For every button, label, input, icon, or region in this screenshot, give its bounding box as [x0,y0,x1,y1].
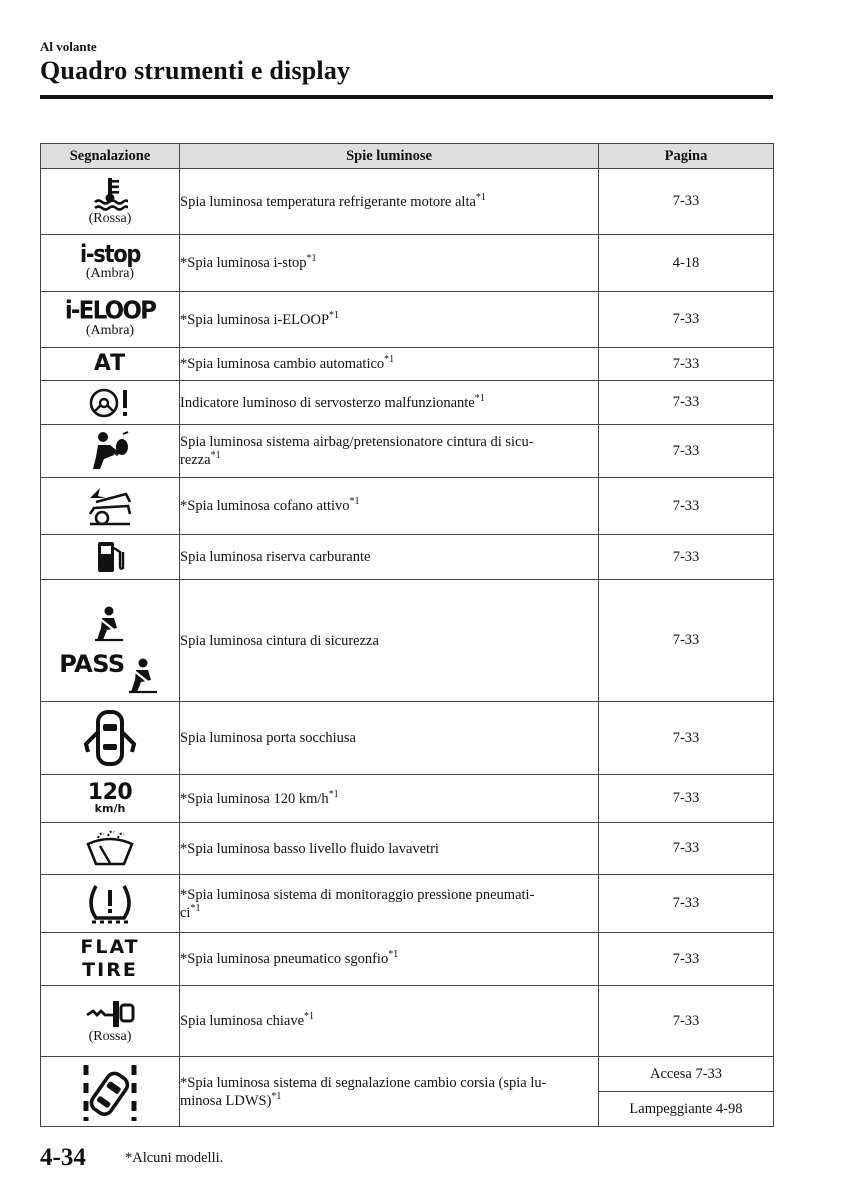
description-cell: *Spia luminosa cambio automatico$^{*1}$ [180,348,599,381]
icon-color-label: (Ambra) [85,266,135,281]
signal-cell [41,702,180,775]
automatic-transmission-icon: AT [93,351,127,376]
page-reference: 7-33 [599,292,774,348]
table-row [41,986,774,1057]
page-reference: 7-33 [599,348,774,381]
signal-cell [41,823,180,875]
flat-tire-icon: FLAT [80,936,140,958]
page-reference-blinking: Lampeggiante 4-98 [599,1092,774,1127]
page-reference: 7-33 [599,169,774,235]
coolant-temperature-icon [41,177,179,211]
warning-lights-table [40,143,774,1127]
table-row [41,235,774,292]
table-row [41,1057,774,1092]
column-header-signal: Segnalazione [41,144,180,169]
page-reference: 7-33 [599,933,774,986]
description-cell: Spia luminosa chiave$^{*1}$ [180,986,599,1057]
description-cell: *Spia luminosa i-stop$^{*1}$ [180,235,599,292]
table-row [41,348,774,381]
page-reference-on: Accesa 7-33 [599,1057,774,1092]
table-row [41,933,774,986]
description-cell: *Spia luminosa sistema di segnalazione cambio corsia (spia lu- minosa LDWS)$^{*1}$ [180,1057,599,1127]
signal-cell [41,580,180,702]
description-cell: *Spia luminosa 120 $km/h^{*1}$ [180,775,599,823]
page-number: 4-34 [40,1144,86,1171]
table-header-row [41,144,774,169]
description-cell: *Spia luminosa basso livello fluido lavavetri [180,823,599,875]
key-icon [41,997,179,1029]
washer-fluid-icon [41,830,179,868]
signal-cell [41,775,180,823]
seat-belt-icon [41,606,179,642]
table-row [41,775,774,823]
active-bonnet-icon [41,484,179,528]
power-steering-warning-icon [41,387,179,419]
signal-cell [41,381,180,425]
description-cell: *Spia luminosa pneumatico sgonfio$^{*1}$ [180,933,599,986]
table-row [41,875,774,933]
tire-pressure-icon [41,882,179,926]
description-cell: *Spia luminosa sistema di monitoraggio pressione pneumati- $ci^{*1}$ [180,875,599,933]
signal-cell [41,986,180,1057]
description-cell: Spia luminosa sistema airbag/pretensionatore cintura di sicu- rezza$^{*1}$ [180,425,599,478]
description-cell: Indicatore luminoso di servosterzo malfunzionante$^{*1}$ [180,381,599,425]
passenger-seat-belt-icon [127,658,161,702]
page-reference: 7-33 [599,775,774,823]
table-row [41,535,774,580]
icon-color-label: (Rossa) [88,210,132,226]
passenger-label: PASS [59,649,125,678]
signal-cell [41,292,180,348]
section-label: Al volante [40,39,97,54]
page-reference: 7-33 [599,702,774,775]
page-reference: 7-33 [599,478,774,535]
airbag-icon [41,431,179,471]
door-ajar-icon [41,708,179,768]
description-cell: Spia luminosa porta socchiusa [180,702,599,775]
title-rule [40,95,773,99]
signal-cell [41,235,180,292]
footnote: *Alcuni modelli. [125,1150,224,1166]
signal-cell [41,535,180,580]
page-reference: 7-33 [599,425,774,478]
description-cell: Spia luminosa riserva carburante [180,535,599,580]
speed-unit-label: km/h [94,801,126,815]
page-reference: 7-33 [599,986,774,1057]
page-title: Quadro strumenti e display [40,56,351,85]
flat-tire-icon-line2: TIRE [82,959,138,981]
signal-cell [41,1057,180,1127]
icon-color-label: (Ambra) [85,323,135,338]
page-reference: 7-33 [599,823,774,875]
table-row [41,425,774,478]
table-row [41,702,774,775]
column-header-page: Pagina [599,144,774,169]
page-reference: 7-33 [599,381,774,425]
table-row [41,580,774,702]
column-header-lights: Spie luminose [180,144,599,169]
signal-cell [41,933,180,986]
speed-120-icon: 120 [87,779,133,805]
page-reference: 7-33 [599,535,774,580]
signal-cell [41,348,180,381]
table-row [41,292,774,348]
lane-departure-icon [41,1061,179,1123]
signal-cell [41,169,180,235]
table-row [41,478,774,535]
table-row [41,823,774,875]
description-cell: *Spia luminosa cofano attivo$^{*1}$ [180,478,599,535]
page-reference: 7-33 [599,580,774,702]
fuel-pump-icon [41,540,179,574]
description-cell: *Spia luminosa i-ELOOP$^{*1}$ [180,292,599,348]
page-reference: 7-33 [599,875,774,933]
i-eloop-icon: i-ELOOP [64,296,156,326]
table-row [41,169,774,235]
i-stop-icon: i-stop [79,240,141,268]
page-reference: 4-18 [599,235,774,292]
icon-color-label: (Rossa) [88,1029,132,1044]
signal-cell [41,478,180,535]
signal-cell [41,875,180,933]
signal-cell [41,425,180,478]
description-cell: Spia luminosa cintura di sicurezza [180,580,599,702]
table-row [41,381,774,425]
description-cell: Spia luminosa temperatura refrigerante motore alta$^{*1}$ [180,169,599,235]
